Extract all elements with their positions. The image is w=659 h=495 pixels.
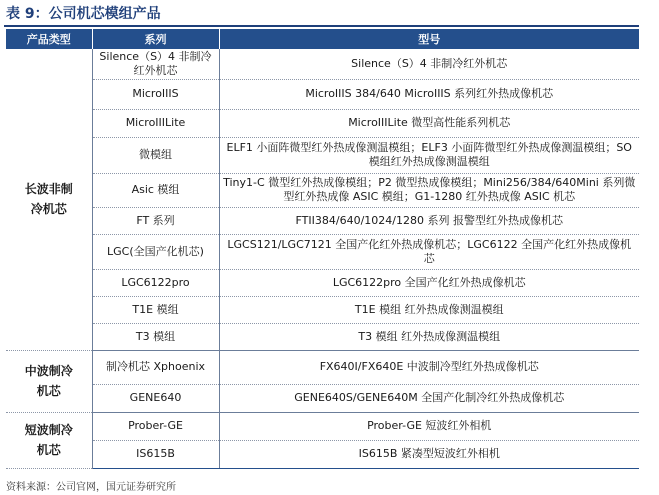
category-label: 中波制冷机芯 bbox=[24, 364, 73, 398]
table-row bbox=[6, 49, 639, 79]
category-label: 长波非制冷机芯 bbox=[24, 182, 73, 217]
series-cell: T3 模组 bbox=[92, 323, 219, 350]
header-series: 系列 bbox=[92, 29, 219, 49]
model-cell: MicroIIIS 384/640 MicroIIIS 系列红外热成像机芯 bbox=[219, 79, 639, 109]
series-cell: MicroIIILite bbox=[92, 109, 219, 137]
table-row bbox=[6, 412, 639, 440]
series-cell: GENE640 bbox=[92, 384, 219, 412]
table-row bbox=[6, 350, 639, 384]
source-note: 资料来源：公司官网，国元证券研究所 bbox=[6, 482, 176, 493]
model-cell: FTII384/640/1024/1280 系列 报警型红外热成像机芯 bbox=[219, 207, 639, 234]
table-row bbox=[6, 207, 639, 234]
category-cell bbox=[6, 412, 92, 468]
series-cell: 制冷机芯 Xphoenix bbox=[92, 350, 219, 384]
category-cell bbox=[6, 350, 92, 412]
series-cell: IS615B bbox=[92, 440, 219, 468]
product-table bbox=[6, 29, 639, 469]
table-row bbox=[6, 269, 639, 296]
table-row bbox=[6, 296, 639, 323]
model-cell: LGC6122pro 全国产化红外热成像机芯 bbox=[219, 269, 639, 296]
series-cell: Silence（S）4 非制冷红外机芯 bbox=[92, 49, 219, 79]
series-cell: LGC(全国产化机芯) bbox=[92, 234, 219, 269]
table-row bbox=[6, 79, 639, 109]
series-cell: Asic 模组 bbox=[92, 173, 219, 207]
table-row bbox=[6, 323, 639, 350]
series-cell: 微模组 bbox=[92, 137, 219, 173]
model-cell: Prober-GE 短波红外相机 bbox=[219, 412, 639, 440]
table-header-row bbox=[6, 29, 639, 49]
series-cell: MicroIIIS bbox=[92, 79, 219, 109]
table-row bbox=[6, 440, 639, 468]
model-cell: Silence（S）4 非制冷红外机芯 bbox=[219, 49, 639, 79]
series-cell: LGC6122pro bbox=[92, 269, 219, 296]
header-model: 型号 bbox=[219, 29, 639, 49]
category-cell bbox=[6, 49, 92, 350]
table-row bbox=[6, 173, 639, 207]
table-title: 表 9：公司机芯模组产品 bbox=[6, 6, 161, 22]
model-cell: T3 模组 红外热成像测温模组 bbox=[219, 323, 639, 350]
header-category: 产品类型 bbox=[6, 29, 92, 49]
model-cell: Tiny1-C 微型红外热成像模组；P2 微型热成像模组；Mini256/384/640Mini 系列微型红外热成像 ASIC 模组；G1-1280 红外热成像 ASIC 机芯 bbox=[219, 173, 639, 207]
series-cell: Prober-GE bbox=[92, 412, 219, 440]
table-row bbox=[6, 137, 639, 173]
category-label: 短波制冷机芯 bbox=[24, 423, 73, 457]
model-cell: IS615B 紧凑型短波红外相机 bbox=[219, 440, 639, 468]
series-cell: FT 系列 bbox=[92, 207, 219, 234]
model-cell: T1E 模组 红外热成像测温模组 bbox=[219, 296, 639, 323]
series-cell: T1E 模组 bbox=[92, 296, 219, 323]
model-cell: GENE640S/GENE640M 全国产化制冷红外热成像机芯 bbox=[219, 384, 639, 412]
model-cell: ELF1 小面阵微型红外热成像测温模组；ELF3 小面阵微型红外热成像测温模组；SO 模组红外热成像测温模组 bbox=[219, 137, 639, 173]
table-row bbox=[6, 109, 639, 137]
table-row bbox=[6, 234, 639, 269]
model-cell: LGCS121/LGC7121 全国产化红外热成像机芯；LGC6122 全国产化红外热成像机芯 bbox=[219, 234, 639, 269]
model-cell: FX640I/FX640E 中波制冷型红外热成像机芯 bbox=[219, 350, 639, 384]
title-divider bbox=[4, 25, 639, 27]
table-row bbox=[6, 384, 639, 412]
model-cell: MicroIIILite 微型高性能系列机芯 bbox=[219, 109, 639, 137]
